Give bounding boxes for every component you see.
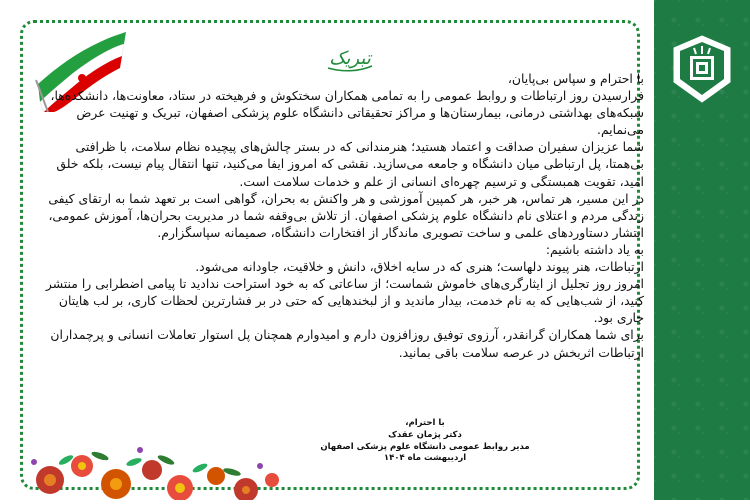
letter-paragraph: برای شما همکاران گرانقدر، آرزوی توفیق روزافزون دارم و امیدوارم همچنان پل استوار تعاملات انسانی و پرچمداران ارتباطات اثربخش در عرصه سلامت باقی بمانید. [50,327,644,360]
letter-paragraph: شما عزیزان سفیران صداقت و اعتماد هستید؛ هنرمندانی که در بستر چالش‌های پیچیده نظام سلامت، با ظرافتی بی‌همتا، پل ارتباطی میان دانشگاه و جامعه می‌سازید. نقشی که امروز ایفا می‌کنید، تنها انتقال پیام نیست، بلکه خلق امید، تقویت همبستگی و ترسیم چهره‌ای انسانی از علم و خدمات سلامت است. [56,139,644,189]
signature-closing: با احترام، [405,418,445,428]
green-side-strip [654,0,750,500]
signature-block [300,418,550,465]
floral-decoration [20,410,290,500]
congratulation-letter [34,70,644,420]
calligraphy-title: تبریک [329,48,371,69]
signature-date: اردیبهشت ماه ۱۴۰۴ [383,453,467,464]
university-seal-logo [670,34,734,104]
signature-name: دکتر پژمان عقدک [388,429,462,440]
letter-paragraph: با احترام و سپاس بی‌پایان، [507,71,644,86]
letter-paragraph: در این مسیر، هر تماس، هر خبر، هر کمپین آموزشی و هر واکنش به بحران، گواهی است بر تعهد شما به ارتقای کیفی زندگی مردم و اعتلای نام دانشگاه علوم پزشکی اصفهان. از تلاش بی‌وقفه شما در مدیریت بحران‌ها، آموزش عمومی، انتشار دستاوردهای علمی و ساخت تصویری ماندگار از افتخارات دانشگاه، صمیمانه سپاسگزارم. [48,190,644,240]
letter-paragraph: امروز روز تجلیل از ایثارگری‌های خاموش شماست؛ از ساعاتی که به خود استراحت ندادید تا پیامی اضطرابی را منتشر کنید، از شب‌هایی که به نام خدمت، بیدار ماندید و از لبخندهایی که حتی در بر فشارترین لحظات کاری، بر لب هایتان جاری بود. [45,276,644,326]
letter-paragraph: ارتباطات، هنر پیوند دلهاست؛ هنری که در سایه اخلاق، دانش و خلاقیت، جاودانه می‌شود. [195,259,644,275]
signature-position: مدیر روابط عمومی دانشگاه علوم پزشکی اصفهان [320,441,530,452]
letter-paragraph: به یاد داشته باشیم: [545,241,644,257]
letter-paragraph: فرارسیدن روز ارتباطات و روابط عمومی را به تمامی همکاران سختکوش و فرهیخته در ستاد، معاونت‌ها، دانشکده‌ها، شبکه‌های بهداشتی درمانی، بیمارستان‌ها و مراکز تحقیقاتی دانشگاه علوم پزشکی اصفهان، تبریک و تهنیت عرض می‌نمایم. [50,88,644,138]
